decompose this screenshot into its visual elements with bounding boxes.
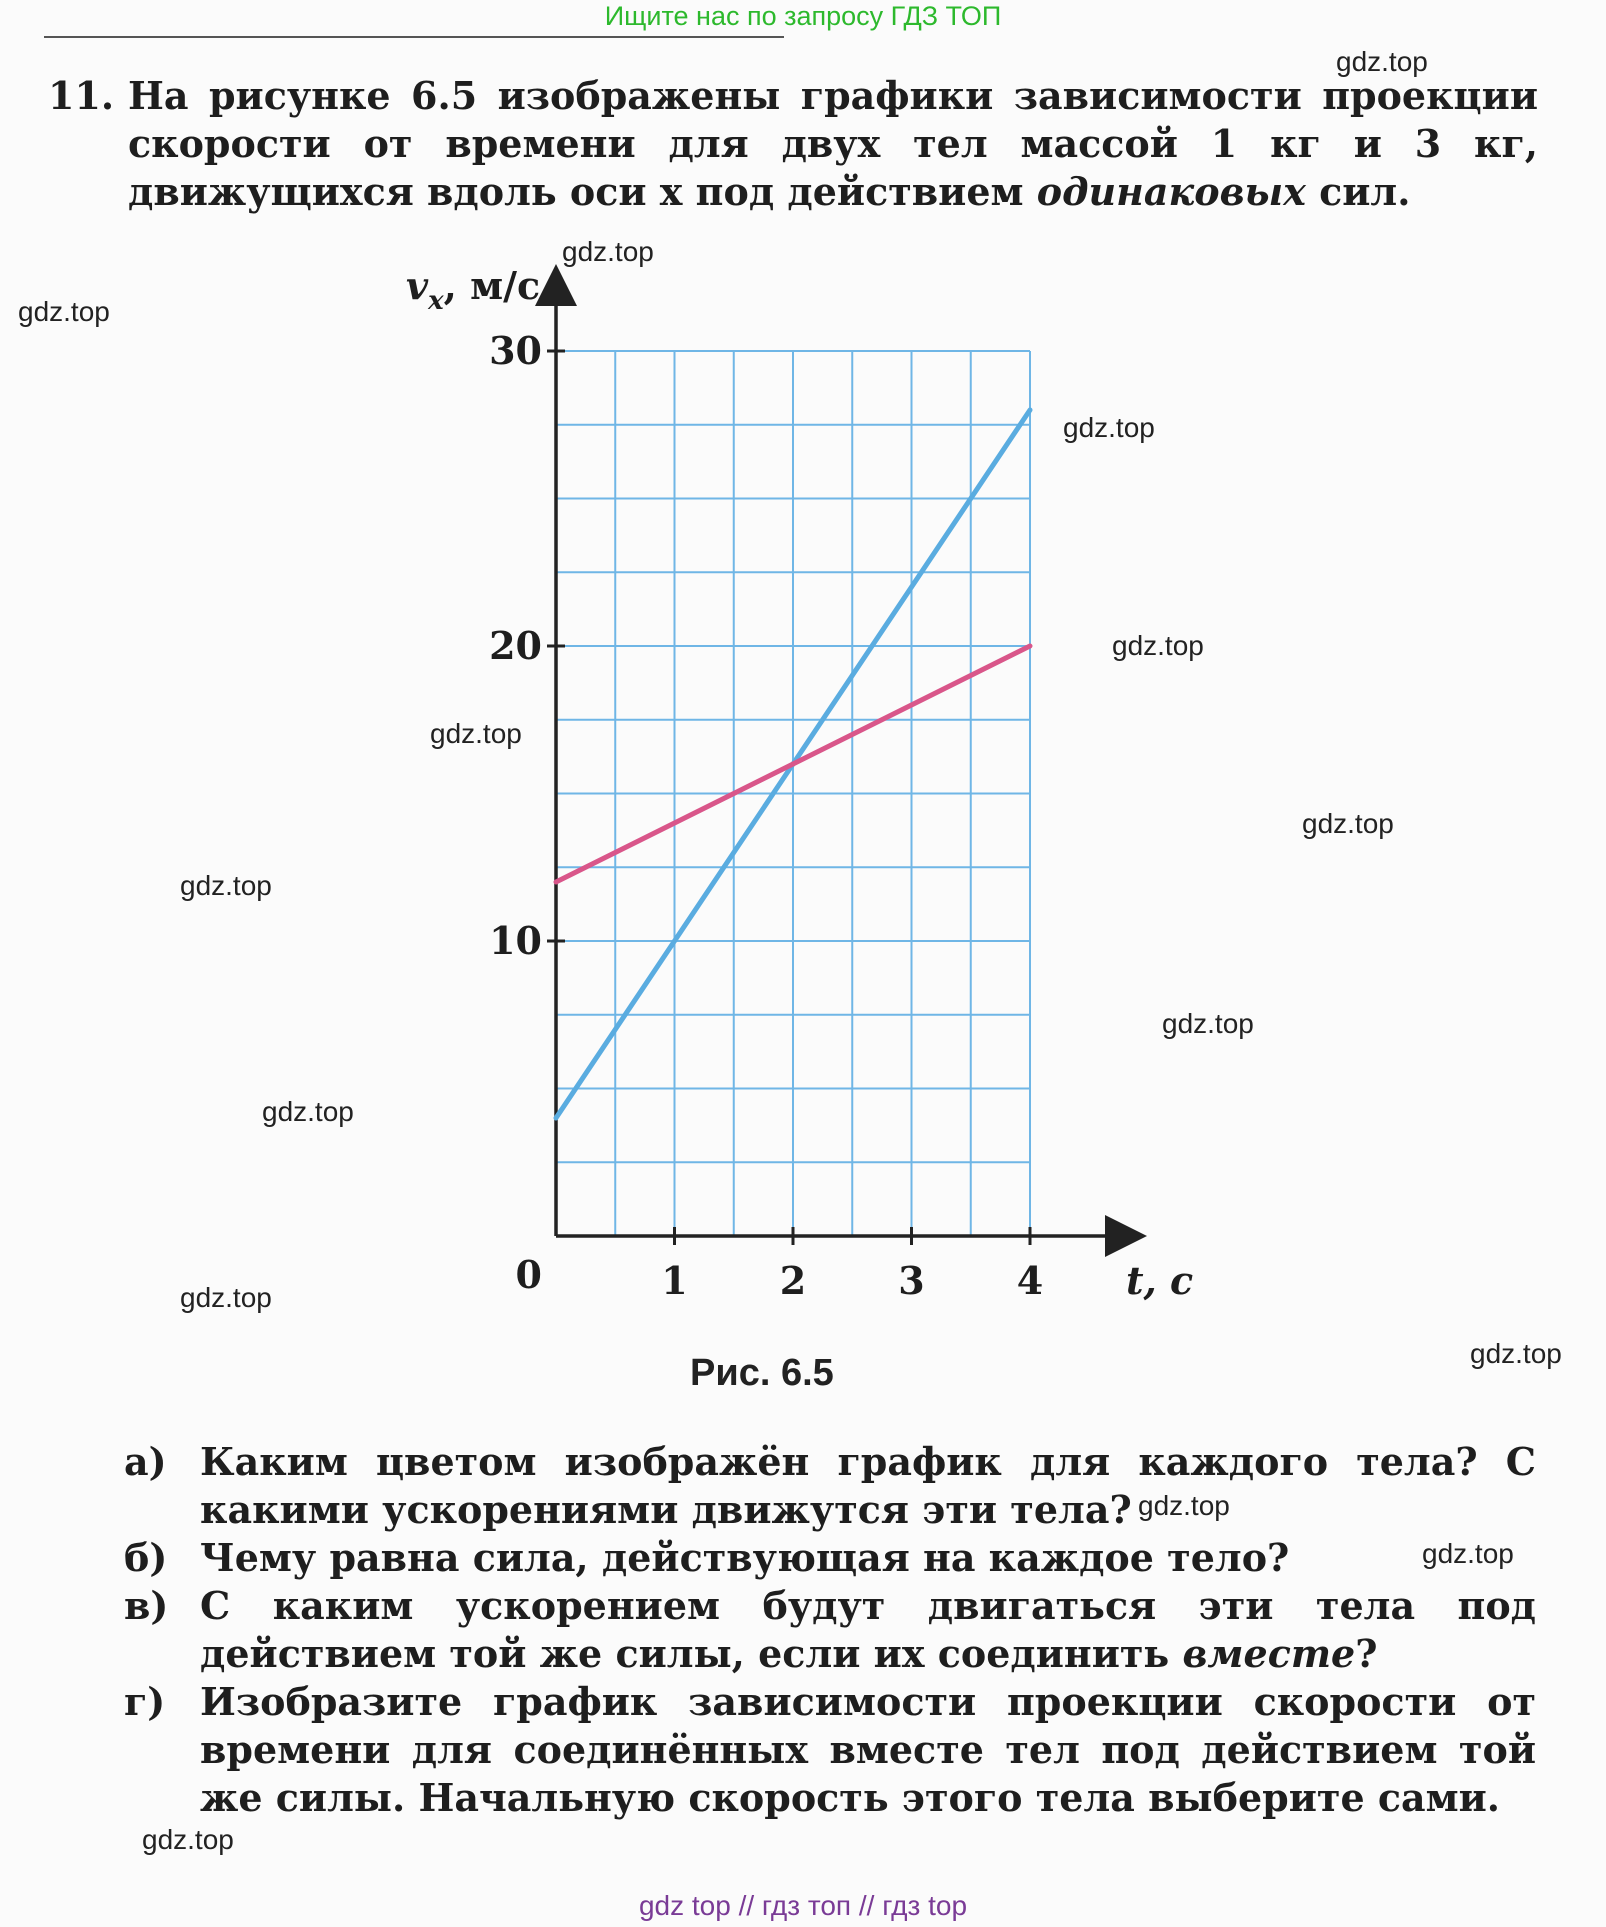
search-banner: Ищите нас по запросу ГДЗ ТОП	[604, 1, 1002, 31]
watermark: gdz.top	[562, 236, 654, 267]
question-list	[124, 1438, 1536, 1822]
velocity-time-chart	[360, 262, 1194, 1312]
footer-links: gdz top // гдз топ // гдз top	[638, 1890, 968, 1921]
watermark: gdz.top	[1112, 630, 1204, 661]
watermark: gdz.top	[1162, 1008, 1254, 1039]
watermark: gdz.top	[1422, 1538, 1514, 1569]
problem-number: 11.	[48, 73, 115, 118]
y-axis-label: $v_x$, м/с	[406, 263, 541, 316]
x-tick-label: 2	[779, 1258, 807, 1303]
watermark: gdz.top	[262, 1096, 354, 1127]
y-tick-label: 20	[489, 623, 542, 668]
x-tick-label: 3	[898, 1258, 925, 1303]
watermark: gdz.top	[1336, 46, 1428, 77]
watermark: gdz.top	[180, 1282, 272, 1313]
question-b: б) Чему равна сила, действующая на каждое тело?	[124, 1535, 1290, 1580]
question-d: г) Изобразите график зависимости проекции скорости от времени для соединённых вместе тел под действием той же силы. Начальную скорость этого тела выберите сами.	[124, 1679, 1536, 1820]
watermark: gdz.top	[1302, 808, 1394, 839]
watermark: gdz.top	[142, 1824, 234, 1855]
x-tick-label: 4	[1016, 1258, 1044, 1303]
watermark: gdz.top	[1470, 1338, 1562, 1369]
chart-grid	[556, 351, 1030, 1236]
watermark: gdz.top	[180, 870, 272, 901]
watermark: gdz.top	[18, 296, 110, 327]
question-a: а) Каким цветом изображён график для каждого тела? С какими ускорениями движутся эти тела?	[124, 1439, 1536, 1532]
chart-axes	[547, 271, 1140, 1245]
x-axis-label: t, с	[1126, 1258, 1194, 1303]
watermark: gdz.top	[1138, 1490, 1230, 1521]
question-c: в) С каким ускорением будут двигаться эти тела под действием той же силы, если их соединить вместе?	[124, 1583, 1536, 1676]
watermark: gdz.top	[1063, 412, 1155, 443]
figure-caption: Рис. 6.5	[690, 1352, 834, 1394]
top-rule	[44, 36, 784, 38]
origin-label: 0	[515, 1252, 542, 1297]
x-tick-label: 1	[661, 1258, 688, 1303]
watermark: gdz.top	[430, 718, 522, 749]
problem-statement	[48, 72, 1538, 216]
problem-text: На рисунке 6.5 изображены графики зависимости проекции скорости от времени для двух тел массой 1 кг и 3 кг, движущихся вдоль оси x под действием одинаковых сил.	[128, 73, 1538, 214]
y-tick-label: 30	[489, 328, 542, 373]
y-tick-label: 10	[489, 918, 542, 963]
